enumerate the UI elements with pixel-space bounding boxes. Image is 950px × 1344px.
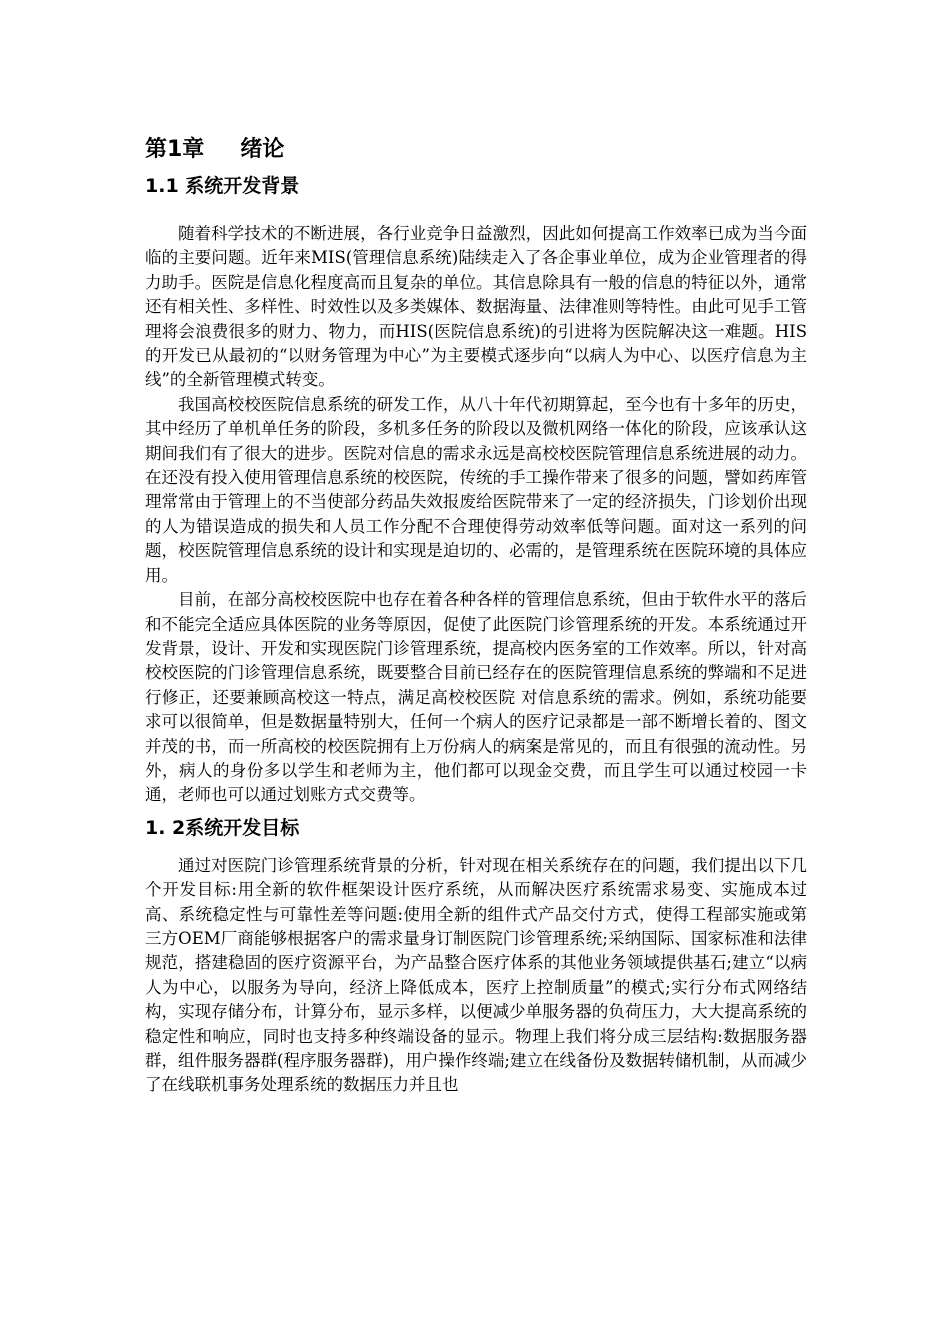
chapter-heading (145, 130, 807, 170)
chapter-number: 第1章 (145, 137, 205, 162)
section-heading-background: 1.1 系统开发背景 (145, 175, 300, 197)
document-page (145, 130, 807, 1098)
paragraph: 通过对医院门诊管理系统背景的分析，针对现在相关系统存在的问题，我们提出以下几个开发目标:用全新的软件框架设计医疗系统，从而解决医疗系统需求易变、实施成本过高、系统稳定性与可靠性差等问题:使用全新的组件式产品交付方式，使得工程部实施或第三方OEM厂商能够根据客户的需求量身订制医院门诊管理系统;采纳国际、国家标准和法律规范，搭建稳固的医疗资源平台，为产品整合医疗体系的其他业务领域提供基石;建立“以病人为中心，以服务为导向，经济上降低成本，医疗上控制质量”的模式;实行分布式网络结构，实现存储分布，计算分布，显示多样，以便减少单服务器的负荷压力，大大提高系统的稳定性和响应，同时也支持多种终端设备的显示。物理上我们将分成三层结构:数据服务器群，组件服务器群(程序服务器群)，用户操作终端;建立在线备份及数据转储机制，从而减少了在线联机事务处理系统的数据压力并且也 (145, 855, 807, 1095)
section-heading-goals: 1. 2系统开发目标 (145, 816, 300, 839)
chapter-title-text: 绪论 (240, 137, 285, 162)
paragraph: 目前，在部分高校校医院中也存在着各种各样的管理信息系统，但由于软件水平的落后和不能完全适应具体医院的业务等原因，促使了此医院门诊管理系统的开发。本系统通过开发背景，设计、开发和实现医院门诊管理系统，提高校内医务室的工作效率。所以，针对高校校医院的门诊管理信息系统，既要整合目前已经存在的医院管理信息系统的弊端和不足进行修正，还要兼顾高校这一特点，满足高校校医院 对信息系统的需求。例如，系统功能要求可以很简单，但是数据量特别大，任何一个病人的医疗记录都是一部不断增长着的、图文并茂的书，而一所高校的校医院拥有上万份病人的病案是常见的，而且有很强的流动性。另外，病人的身份多以学生和老师为主，他们都可以现金交费，而且学生可以通过校园一卡通，老师也可以通过划账方式交费等。 (145, 590, 807, 805)
paragraph: 随着科学技术的不断进展，各行业竞争日益激烈，因此如何提高工作效率已成为当今面临的主要问题。近年来MIS(管理信息系统)陆续走入了各企事业单位，成为企业管理者的得力助手。医院是信息化程度高而且复杂的单位。其信息除具有一般的信息的特征以外，通常还有相关性、多样性、时效性以及多类媒体、数据海量、法律准则等特性。由此可见手工管理将会浪费很多的财力、物力，而HIS(医院信息系统)的引进将为医院解决这一难题。HIS的开发已从最初的“以财务管理为中心”为主要模式逐步向“以病人为中心、以医疗信息为主线”的全新管理模式转变。 (145, 224, 807, 390)
paragraph: 我国高校校医院信息系统的研发工作，从八十年代初期算起，至今也有十多年的历史，其中经历了单机单任务的阶段，多机多任务的阶段以及微机网络一体化的阶段，应该承认这期间我们有了很大的进步。医院对信息的需求永远是高校校医院管理信息系统进展的动力。在还没有投入使用管理信息系统的校医院，传统的手工操作带来了很多的问题，譬如药库管理常常由于管理上的不当使部分药品失效报废给医院带来了一定的经济损失，门诊划价出现的人为错误造成的损失和人员工作分配不合理使得劳动效率低等问题。面对这一系列的问题，校医院管理信息系统的设计和实现是迫切的、必需的，是管理系统在医院环境的具体应用。 (145, 394, 807, 585)
